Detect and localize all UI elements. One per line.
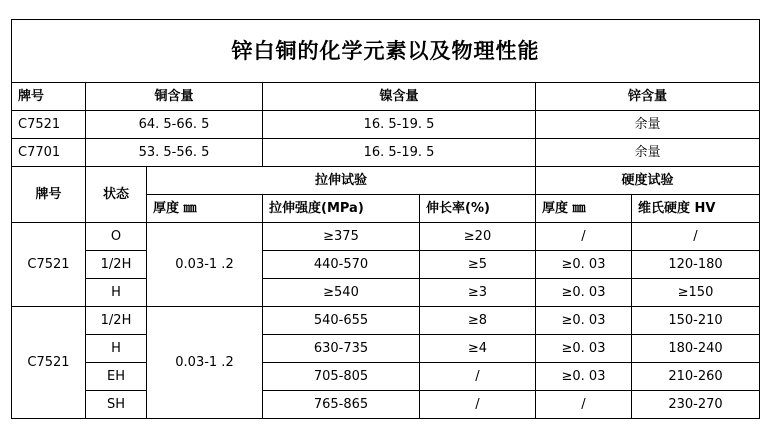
cell-tensile-strength: 705-805 <box>263 363 420 391</box>
header-tensile-test: 拉伸试验 <box>147 167 536 195</box>
composition-header-row <box>12 83 760 111</box>
table-title: 锌白铜的化学元素以及物理性能 <box>12 20 760 83</box>
table-row <box>12 223 760 251</box>
cell-vickers-hardness: ≥150 <box>632 279 760 307</box>
cell-hardness-thickness: ≥0. 03 <box>536 363 632 391</box>
header-zinc: 锌含量 <box>536 83 760 111</box>
cell-hardness-thickness: ≥0. 03 <box>536 335 632 363</box>
cell-copper: 64. 5-66. 5 <box>86 111 263 139</box>
header-elongation: 伸长率(%) <box>420 195 536 223</box>
cell-tensile-strength: 630-735 <box>263 335 420 363</box>
properties-header-row <box>12 167 760 195</box>
cell-elongation: / <box>420 391 536 419</box>
cell-vickers-hardness: 230-270 <box>632 391 760 419</box>
cell-elongation: ≥8 <box>420 307 536 335</box>
cell-state: 1/2H <box>86 251 147 279</box>
cell-nickel: 16. 5-19. 5 <box>263 111 536 139</box>
table-row <box>12 335 760 363</box>
cell-nickel: 16. 5-19. 5 <box>263 139 536 167</box>
cell-vickers-hardness: 120-180 <box>632 251 760 279</box>
cell-elongation: ≥3 <box>420 279 536 307</box>
cell-state: 1/2H <box>86 307 147 335</box>
cell-elongation: ≥4 <box>420 335 536 363</box>
table-row <box>12 363 760 391</box>
cell-vickers-hardness: 210-260 <box>632 363 760 391</box>
cell-tensile-strength: 540-655 <box>263 307 420 335</box>
cell-tensile-strength: ≥375 <box>263 223 420 251</box>
cell-tensile-strength: 765-865 <box>263 391 420 419</box>
table-row <box>12 307 760 335</box>
cell-grade: C7701 <box>12 139 86 167</box>
header-grade: 牌号 <box>12 167 86 223</box>
cell-hardness-thickness: ≥0. 03 <box>536 251 632 279</box>
composition-row <box>12 111 760 139</box>
cell-elongation: / <box>420 363 536 391</box>
cell-vickers-hardness: 180-240 <box>632 335 760 363</box>
cell-tensile-strength: ≥540 <box>263 279 420 307</box>
cell-copper: 53. 5-56. 5 <box>86 139 263 167</box>
cell-hardness-thickness: ≥0. 03 <box>536 307 632 335</box>
header-hardness-test: 硬度试验 <box>536 167 760 195</box>
header-thickness: 厚度 ㎜ <box>147 195 263 223</box>
header-hardness-thickness: 厚度 ㎜ <box>536 195 632 223</box>
cell-thickness: 0.03-1 .2 <box>147 307 263 419</box>
alloy-properties-table <box>11 19 760 419</box>
header-copper: 铜含量 <box>86 83 263 111</box>
table-row <box>12 391 760 419</box>
composition-row <box>12 139 760 167</box>
cell-hardness-thickness: / <box>536 391 632 419</box>
header-grade: 牌号 <box>12 83 86 111</box>
cell-state: SH <box>86 391 147 419</box>
header-vickers-hardness: 维氏硬度 HV <box>632 195 760 223</box>
cell-thickness: 0.03-1 .2 <box>147 223 263 307</box>
cell-hardness-thickness: ≥0. 03 <box>536 279 632 307</box>
cell-vickers-hardness: / <box>632 223 760 251</box>
cell-grade: C7521 <box>12 111 86 139</box>
cell-elongation: ≥20 <box>420 223 536 251</box>
cell-hardness-thickness: / <box>536 223 632 251</box>
cell-vickers-hardness: 150-210 <box>632 307 760 335</box>
table-row <box>12 251 760 279</box>
cell-grade: C7521 <box>12 223 86 307</box>
cell-tensile-strength: 440-570 <box>263 251 420 279</box>
cell-elongation: ≥5 <box>420 251 536 279</box>
table-row <box>12 279 760 307</box>
cell-state: EH <box>86 363 147 391</box>
cell-state: H <box>86 279 147 307</box>
cell-state: O <box>86 223 147 251</box>
header-tensile-strength: 拉伸强度(MPa) <box>263 195 420 223</box>
cell-state: H <box>86 335 147 363</box>
header-state: 状态 <box>86 167 147 223</box>
cell-zinc: 余量 <box>536 111 760 139</box>
header-nickel: 镍含量 <box>263 83 536 111</box>
cell-grade: C7521 <box>12 307 86 419</box>
cell-zinc: 余量 <box>536 139 760 167</box>
